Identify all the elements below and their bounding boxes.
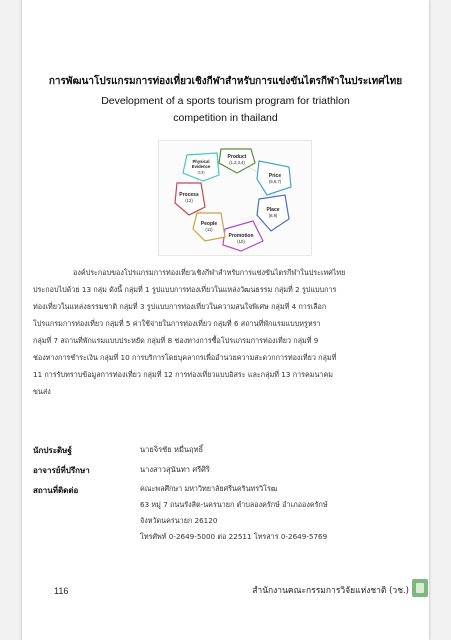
marketing-mix-diagram xyxy=(158,140,312,256)
node-physical-evidence-label-1: Physical xyxy=(192,159,210,164)
nrct-logo-icon xyxy=(412,579,428,597)
abstract-line: องค์ประกอบของโปรแกรมการท่องเที่ยวเชิงกีฬาสำหรับการแข่งขันไตรกีฬาในประเทศไทย xyxy=(73,268,346,277)
node-promotion-sub: (10) xyxy=(237,239,245,244)
node-product-sub: (1,2,3,4) xyxy=(229,160,245,165)
node-people xyxy=(193,213,225,241)
node-price-sub: (5,6,7) xyxy=(268,179,282,184)
advisor-name: นางสาวสุนันทา ศรีศิริ xyxy=(140,465,210,474)
contact-line: 63 หมู่ 7 ถนนรังสิต-นครนายก ตำบลองครักษ์ อำเภอองครักษ์ xyxy=(140,500,328,509)
abstract-line: ขนส่ง xyxy=(33,387,51,396)
abstract-line: ช่องทางการชำระเงิน กลุ่มที่ 10 การบริการโดยบุคลากรเพื่ออำนวยความสะดวกการท่องเที่ยว กลุ่มที่ xyxy=(33,353,337,362)
footer-organization: สำนักงานคณะกรรมการวิจัยแห่งชาติ (วช.) xyxy=(252,586,409,596)
contact-line: คณะพลศึกษา มหาวิทยาลัยศรีนครินทรวิโรฒ xyxy=(140,484,278,493)
diagram-svg xyxy=(159,141,311,255)
node-people-label: People xyxy=(200,221,218,227)
node-physical-evidence-sub: (13) xyxy=(197,169,205,175)
advisor-label: อาจารย์ที่ปรึกษา xyxy=(33,466,90,475)
node-price-label: Price xyxy=(268,173,282,179)
contact-line: จังหวัดนครนายก 26120 xyxy=(140,516,218,525)
researcher-name: นายจิรชัย หมื่นฤทธิ์ xyxy=(140,445,204,454)
node-place xyxy=(257,195,289,231)
title-english-line-1: Development of a sports tourism program for triathlon xyxy=(101,95,350,107)
abstract-line: โปรแกรมการท่องเที่ยว กลุ่มที่ 5 ค่าใช้จ่ายในการท่องเที่ยว กลุ่มที่ 6 สถานที่พักแรมแบบหรูหรา xyxy=(33,319,321,328)
abstract-line: ท่องเที่ยวในแหล่งธรรมชาติ กลุ่มที่ 3 รูปแบบการท่องเที่ยวในความสนใจพิเศษ กลุ่มที่ 4 การเลือก xyxy=(33,302,327,311)
node-people-sub: (11) xyxy=(205,227,213,232)
node-process xyxy=(175,183,205,215)
researcher-label: นักประดิษฐ์ xyxy=(33,446,72,455)
node-place-label: Place xyxy=(266,207,280,213)
node-product-label: Product xyxy=(227,154,247,160)
abstract-line: 11 การรับทราบข้อมูลการท่องเที่ยว กลุ่มที่ 12 การท่องเที่ยวแบบอิสระ และกลุ่มที่ 13 การคมนาคม xyxy=(33,370,334,379)
node-promotion-label: Promotion xyxy=(228,233,254,239)
abstract-paragraph xyxy=(33,264,423,400)
contact-label: สถานที่ติดต่อ xyxy=(33,486,79,495)
node-place-sub: (8,9) xyxy=(268,213,278,218)
node-process-label: Process xyxy=(179,192,199,198)
title-thai: การพัฒนาโปรแกรมการท่องเที่ยวเชิงกีฬาสำหรับการแข่งขันไตรกีฬาในประเทศไทย xyxy=(48,76,403,87)
abstract-line: กลุ่มที่ 7 สถานที่พักแรมแบบประหยัด กลุ่มที่ 8 ช่องทางการซื้อโปรแกรมการท่องเที่ยว กลุ่มที่ 9 xyxy=(33,336,319,345)
document-page xyxy=(22,0,429,640)
title-english-line-2: competition in thailand xyxy=(173,112,278,124)
node-process-sub: (12) xyxy=(185,198,193,203)
node-price xyxy=(257,161,291,195)
node-product xyxy=(219,149,255,173)
contact-line: โทรศัพท์ 0-2649-5000 ต่อ 22511 โทรสาร 0-2649-5769 xyxy=(140,532,328,541)
page-number: 116 xyxy=(54,586,69,596)
node-physical-evidence-label-2: Evidence xyxy=(191,164,211,169)
title-english xyxy=(22,93,429,127)
abstract-line: ประกอบไปด้วย 13 กลุ่ม ดังนี้ กลุ่มที่ 1 รูปแบบการท่องเที่ยวในแหล่งวัฒนธรรม กลุ่มที่ 2 รูปแบบการ xyxy=(33,285,337,294)
node-physical-evidence xyxy=(183,153,219,181)
